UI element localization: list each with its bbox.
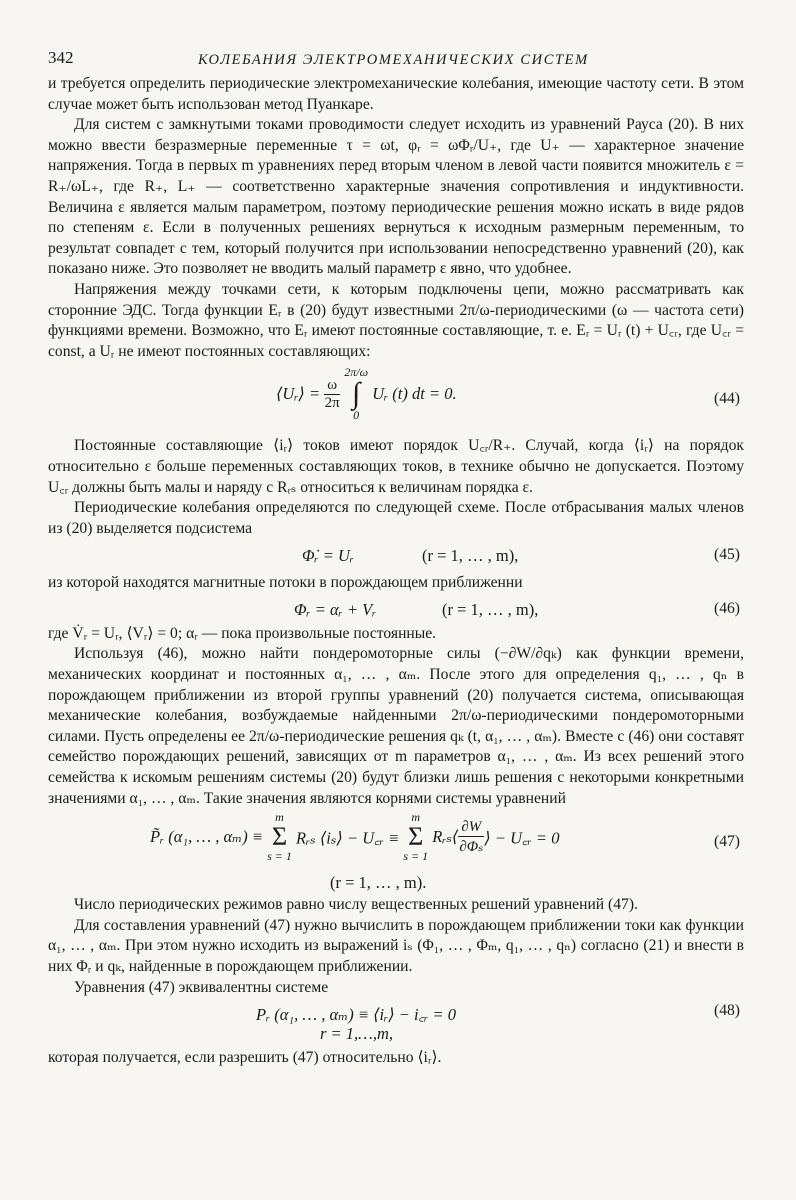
eq44-integral: [344, 366, 368, 422]
eq44-int-lower: 0: [353, 408, 360, 423]
page-header: [48, 44, 744, 74]
paragraph: Для систем с замкнутыми токами проводимости следует исходить из уравнений Рауса (20). В них можно ввести безразмерные переменные τ = ωt, φᵣ = ωΦᵣ/U₊, где U₊ — характерное значение напряжения. Тогда в первых m уравнениях перед вторым членом в левой части появится множитель ε = R₊/ωL₊, где R₊, L₊ — соответственно характерные значения сопротивления и индуктивности. Величина ε является малым параметром, поэтому периодические решения можно искать в виде рядов по степеням ε. Если в полученных решениях вернуться к исходным размерным переменным, то результат совпадет с тем, который получится при использовании непосредственно уравнений (20), как показано ниже. Это позволяет не вводить малый параметр ε явно, что удобнее.: [48, 116, 744, 278]
equation-46: [48, 594, 744, 624]
paragraph: которая получается, если разрешить (47) относительно ⟨iᵣ⟩.: [48, 1049, 442, 1067]
equation-number: (48): [714, 1002, 740, 1020]
eq47-lhs: P̃ᵣ (α₁, … , αₘ) ≡: [150, 827, 263, 847]
equation-number: (45): [714, 546, 740, 564]
eq44-fraction: [324, 377, 340, 412]
paragraph: Постоянные составляющие ⟨iᵣ⟩ токов имеют порядок U꜀ᵣ/R₊. Случай, когда ⟨iᵣ⟩ на порядок относительно ε больше переменных составляющих токов, в технике обычно не допускается. Поэтому U꜀ᵣ должны быть малы и наряду с Rᵣₛ относиться к величинам порядка ε.: [48, 437, 744, 496]
eq44-frac-num: ω: [324, 377, 340, 395]
paragraph: где V̇ᵣ = Uᵣ, ⟨Vᵣ⟩ = 0; αᵣ — пока произвольные постоянные.: [48, 624, 437, 642]
eq47-sum2-lower: s = 1: [403, 849, 429, 864]
running-title: КОЛЕБАНИЯ ЭЛЕКТРОМЕХАНИЧЕСКИХ СИСТЕМ: [198, 52, 589, 68]
eq47-frac-num: ∂W: [458, 819, 484, 837]
page-number: 342: [48, 48, 74, 67]
sum-sign-icon: Σ: [271, 822, 288, 852]
paragraph: Для составления уравнений (47) нужно вычислить в порождающем приближении токи как функции α₁, … , αₘ. При этом нужно исходить из выражений iₛ (Φ₁, … , Φₘ, q₁, … , qₙ) согласно (21) и внести в них Φᵣ и qₖ, найденные в порождающем приближении.: [48, 916, 744, 975]
eq48-range: r = 1,…,m,: [320, 1024, 394, 1044]
eq46-range: (r = 1, … , m),: [442, 599, 539, 619]
eq47-sum-2: [403, 811, 428, 863]
equation-number: (44): [714, 390, 740, 408]
eq47-term1: Rᵣₛ ⟨iₛ⟩ − U꜀ᵣ ≡: [296, 828, 400, 848]
equation-44: [48, 362, 744, 436]
paragraph: Используя (46), можно найти пондеромоторные силы (−∂W/∂qₖ) как функции времени, механических координат и постоянных α₁, … , αₘ. После этого для определения q₁, … , qₙ в порождающем приближении из второй группы уравнений (20) получается система, описывающая механические колебания, возбуждаемые найденными 2π/ω-периодическими пондеромоторными силами. Пусть определены ее 2π/ω-периодические решения qₖ (t, α₁, … , αₘ). Вместе с (46) они составят семейство порождающих решений, зависящих от m параметров α₁, … , αₘ. Из всех решений этого семейства к искомым решениям системы (20) будут близки лишь решения с некоторыми конкретными значениями α₁, … , αₘ. Такие значения являются корнями системы уравнений: [48, 645, 744, 807]
eq47-sum1-lower: s = 1: [267, 849, 292, 864]
paragraph: Напряжения между точками сети, к которым подключены цепи, можно рассматривать как сторонние ЭДС. Тогда функции Eᵣ в (20) будут известными 2π/ω-периодическими (ω — частота сети) функциями времени. Возможно, что Eᵣ имеют постоянные составляющие, т. е. Eᵣ = Uᵣ (t) + U꜀ᵣ, где U꜀ᵣ = const, а Uᵣ не имеют постоянных составляющих:: [48, 280, 744, 360]
paragraph: Число периодических режимов равно числу вещественных решений уравнений (47).: [74, 896, 638, 914]
equation-number: (47): [714, 833, 740, 851]
eq45-range: (r = 1, … , m),: [422, 546, 519, 566]
paragraph: из которой находятся магнитные потоки в порождающем приближенни: [48, 574, 523, 592]
equation-45: [48, 539, 744, 573]
paragraph: Периодические колебания определяются по следующей схеме. После отбрасывания малых членов из (20) выделяется подсистема: [48, 499, 744, 537]
equation-number: (46): [714, 599, 740, 617]
eq44-int-upper: 2π/ω: [344, 365, 369, 380]
eq44-lhs: ⟨Uᵣ⟩ =: [276, 384, 321, 404]
equation-48: [48, 998, 744, 1048]
eq47-sum-1: [267, 811, 292, 863]
eq47-term2-post: ⟩ − U꜀ᵣ = 0: [484, 828, 560, 848]
eq48-expr: Pᵣ (α₁, … , αₘ) ≡ ⟨iᵣ⟩ − i꜀ᵣ = 0: [256, 1005, 457, 1025]
eq47-sum2-upper: m: [411, 810, 421, 825]
eq47-sum1-upper: m: [275, 810, 284, 825]
eq47-range: (r = 1, … , m).: [330, 873, 427, 893]
eq47-fraction: [458, 819, 484, 856]
paragraph: и требуется определить периодические электромеханические колебания, имеющие частоту сети. В этом случае может быть использован метод Пуанкаре.: [48, 75, 744, 113]
page: [48, 44, 744, 1069]
eq46-expr: Φᵣ = αᵣ + Vᵣ: [294, 599, 377, 619]
eq47-term2-pre: Rᵣₛ⟨: [432, 827, 459, 847]
eq45-expr: Φ̇ᵣ = Uᵣ: [302, 546, 354, 566]
eq44-frac-den: 2π: [324, 394, 340, 411]
equation-47: [48, 809, 744, 895]
integral-sign-icon: ∫: [352, 377, 361, 411]
eq44-integrand: Uᵣ (t) dt = 0.: [372, 384, 457, 404]
sum-sign-icon: Σ: [408, 822, 424, 852]
paragraph: Уравнения (47) эквивалентны системе: [74, 978, 329, 996]
eq47-frac-den: ∂Φₛ: [459, 838, 484, 855]
